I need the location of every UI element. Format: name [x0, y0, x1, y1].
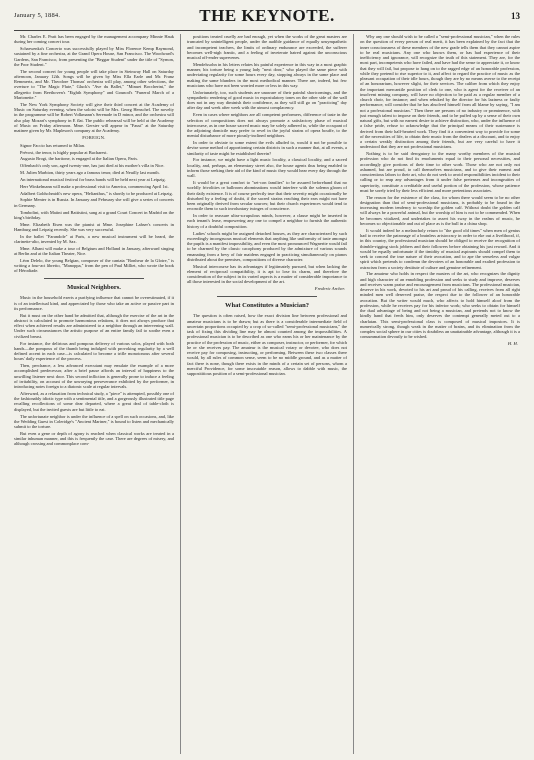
article-paragraph: For instance, we might have a light music locality, a classical locality, and a sacred locality, and, perhaps, an elementary street also, the house agents thus being enabled to inform those seeking their aid of the kind of music they would hear every day through the wall. — [187, 157, 347, 179]
news-paragraph: Mr. Charles E. Pratt has been engaged by the management accompany Minnie Hauk during her coming concert tour. — [14, 34, 174, 45]
article-paragraph: The amateur who holds in respect the masters of the art, who recognizes the dignity and high character of an ennobling profession and seeks to study and improve, deserves and receives warm praise and encouragement from musicians. The professional musician, deserve in his work, devoted to his art and proud of his calling, receives from all right minded men well deserved praise, the respect due to the follower of an honorable avocation. But the writer would much, who affects to hold himself aloof from the profession, while he receives pay for his inferior work; who seeks to obtain for himself the dual advantage of being and not being a musician, and pretends not to know the kindly hand that feeds him, only deserves the contempt generally meted out to a charlatan. This semi-professional class is composed of musical impostors. It is numerically strong, though weak in the matter of brains, and its elimination from the complex social sphere in our cities is doubtless an unattainable advantage, although it is a consummation devoutly to be wished. — [360, 271, 520, 340]
news-paragraph: The second concert for young people will take place in Steinway Hall on Saturday afternoon, January 12th. Songs will be given by Miss Ella Earle and Mr. Franz Remmertz, and Mr. Theodore Thomas' orchestra will play, among other selections, the overture to "The Magic Flute," Gluck's "Ave du Ballet," "Minuet Boccherini," the allegretto from Beethoven's "Eighth Symphony" and Gounod's "Funeral March of a Marionette." — [14, 68, 174, 100]
article-paragraph: In order to reassure ultra-scrupulous minds, however, a clause might be inserted in each tenant's lease, empowering any one to compel a neighbor to furnish the authentic history of a doubtful composition. — [187, 213, 347, 229]
column-divider — [180, 34, 181, 754]
article-paragraph: The unfortunate neighbor is under the influence of a spell on such occasions, and, like the Wedding Guest in Coleridge's "Ancient Mariner," is bound to listen and mechanically submit to the torture. — [14, 413, 174, 430]
section-rule — [44, 278, 144, 279]
column-divider — [353, 34, 354, 754]
article-paragraph: For instance, the delirious and pompous delivery of various solos, played with both hands—the pompous of the thumb being indulged with provoking regularity by a well defined accent in each case—is calculated to become a trifle monotonous after several hours' daily experience of the process. — [14, 340, 174, 362]
news-item: Prévost, the tenor, is highly popular at Bucharest. — [20, 149, 108, 155]
article-paragraph: positions treated cruelly are bad enough, yet when the works of the great masters are truncated by unintelligent people, under the audible guidance of equally unsympathetic and incompetent teachers, the limits of ordinary endurance are exceeded, the sufferer becomes well-nigh frantic, and a feeling of inveterate hatred against the unconscious musical off-ender supervenes. — [187, 34, 347, 60]
news-item: Sophie Menter is in Russia. In January and February she will give a series of concerts in Germany. — [14, 197, 174, 208]
article-paragraph: Even in cases where neighbors are all competent performers, difference of taste in the selection of compositions does not always promote a satisfactory phase of musical intercourse, as in one house sacred music may be solely adhered to, while the occupant of the adjoining domicile may prefer to revel in the joyful strains of opera bouffe, to the mental disturbance of more piously-inclined neighbors. — [187, 112, 347, 139]
article-paragraph: Music in the household exerts a purifying influence that cannot be overestimated, if it is of an intellectual kind, and appreciated by those who take an active or passive part in its performance. — [14, 295, 174, 311]
page-header — [14, 6, 520, 28]
article-paragraph: Afterward, as a relaxation from technical study, a "piece" is attempted, possibly one of the fashionably idiotic type with a sentimental title, and a gorgeously illustrated title page recalling recollections of some dear departed, where a great deal of table-cloth is displayed, but the invited guests are but little to eat. — [14, 390, 174, 412]
news-item: In the ballet "Farandole" at Paris, a new musical instrument will be heard, the clarinette-alto, invented by M. Sax. — [14, 233, 174, 244]
article-paragraph: Then, perchance, a less advanced executant may emulate the example of a more accomplished predecessor, after a brief pause affords an interval of happiness to the unwilling listener next door. This second infliction is generally prone to induce a feeling of irritability, on account of the unvarying perseverance exhibited by the performer, in introducing notes foreign to a diatonic scale at regular intervals. — [14, 363, 174, 390]
article-paragraph: Nothing is to be said derogatory to the many worthy members of the musical profession who do not find its emoluments equal to their personal necessities, and accordingly give portions of their time to other work. Those who are not only not ashamed, but are proud, to call themselves musicians, and to give their earnest and conscientious labors to their art, who do not seek to avoid responsibilities incident to their calling or to reap any advantages from it under false pretenses and incongruities of superiority, constitute a creditable and useful portion of the profession, whose patience must be sorely tried by their less efficient and more pretentious associates. — [360, 151, 520, 193]
section-heading-what-constitutes: What Constitutes a Musician? — [225, 301, 309, 309]
article-paragraph: Ladies' schools might be assigned detached houses, as they are characterized by such exceedingly incongruous musical elements that anything like uniformity of taste amongst the pupils is a manifest impossibility, and even the most pronounced Wagnerite would fail to be charmed by the classic cacophony produced by the admixture of various sounds emanating from a bevy of fair maidens engaged in practicing simultaneously on pianos distributed about the premises, compositions of diverse character. — [187, 230, 347, 262]
issue-date: January 5, 1884. — [14, 12, 61, 19]
news-item: Herr Winkelmann will make a professional visit to America, commencing April 1st. — [20, 183, 169, 189]
article-paragraph: Musical intercourse has its advantages if legitimately pursued, but when lacking the element of reciprocal compatibility, it is apt to lose its charm, and therefore the consideration of the subject in its varied aspects is a matter of considerable importance to all those interested in the social development of the art. — [187, 263, 347, 285]
news-item: Augusto Brogi, the baritone, is engaged at the Italian Opera, Paris. — [20, 156, 139, 162]
article-paragraph: The question is often raised, how the exact division line between professional and amateur musicians is to be drawn; but as there is a considerable intermediate field of uncertain proportions occupied by a crop of so-called "semi-professional musicians," the task of fixing this dividing line may be almost counted among the impossibilities. A professional musician is to be described as one who earns his or her maintenance by the practice of the profession of music, either as composer, instructor, or performer, for which he or she receives pay. The amateur is the musical votary or devotee, who does not receive pay for composing, instructing, or performing. Between these two classes there would, by all rules of common sense, seem to be no middle ground, and as a matter of fact there is none, though there exists in the minds of a certain set of persons, whom a merciful Providence, for some inscrutable reason, allows to dabble with music, the supposititious position of a semi-professional musician. — [187, 313, 347, 376]
news-item: Mme. Albani will make a tour of Belgium and Holland in January, afterward singing at Berlin and at the Italian Theater, Nice. — [14, 245, 174, 257]
header-rule — [14, 30, 520, 31]
article-paragraph: It would indeed be a melancholy return to "the good old times" when men of genius had to receive the patronage of a brainless aristocracy in order to eke out a livelihood, if, in this country, the professional musician should be obliged to receive the recognition of thimble-rigging stock jobbers and their followers before obtaining his just reward. And it would be equally unfortunate if the timidity of musical aspirants should compel them to seek to conceal the true nature of their avocation, and to ape the senseless and vulgar spirit which pretends to condemn the devotees of an honorable and exalted profession to ostracism from a society destitute of culture and genuine refinement. — [360, 227, 520, 270]
section-rule — [217, 296, 317, 297]
masthead-title: THE KEYNOTE. — [199, 6, 335, 25]
news-paragraph: The New York Symphony Society will give their third concert at the Academy of Music on Saturday evening, when the soloist will be Mrs. Georg Henschel. The novelty in the programme will be Robert Volkmann's Serenade in D minor, and the orchestra will also play Mozart's symphony in E flat. The public rehearsal will be held at the Academy of Music on Friday afternoon. Mme. Gerster will appear in "Faust" at the Saturday matinee given by Mr. Mapleson's company at the Academy. — [14, 101, 174, 134]
article-paragraph: Unfortunately, too, such students are unaware of their painful shortcomings, and the sympathetic rendering of good music in expostulatory tones on the other side of the wall does not in any way diminish their confidence, as they will still go on "practicing" day after day and week after week with the utmost complacency. — [187, 89, 347, 111]
author-signature: H. H. — [507, 341, 518, 347]
news-item: M. Julien Marbion, thirty years ago a famous tenor, died at Neuilly last month. — [20, 170, 160, 176]
article-paragraph: But even a gene or depth of agony is reached when classical works are treated in a similar inhuman manner, and this is frequently the case. There are degrees of misery, and although crossing and commonplace com- — [14, 430, 174, 447]
news-item: Adalbert Goldschmidt's new opera, "Helianthus," is shortly to be produced at Leipzig. — [20, 190, 173, 196]
article-paragraph: Why any one should wish to be called a "semi-professional musician," when the rules on the question of every person of real merit, it has been explained by the fact that the inner consciousness of these members of the new grade tells them that they cannot aspire to be real musicians. Any one who knows them, or has had experience of their inefficiency and ignorance, will recognize the truth of this statement. They are, for the most part, incompetents who have failed, and have had the sense to appreciate it, or know that they will fail, but propose to hang on to the ragged edge of an honorable profession, while they pretend to rise superior to it, and affect to regard the practice of music as the pleasant occupation of their idle hours, though they are by no means averse to the receipt of an honorarium, however slight, for their services. The caliber from which they enjoy the important mercantile position of clerk to one, who is agent for the receiver of an insolvent mining company, will have no objection to be paid as a regular member of a church choir, for instance; and when rebuked by the director for his laziness or faulty performance, will consider that he has absolved himself from all blame by saying, "I am not a professional musician." Then there are persons of no industry or prominence, with just enough talent to impose on their friends, and to be puffed up by a sense of their own natural gifts, but with no earnest desire to achieve distinction, who, under the influence of a false pride, refuse to acknowledge that the principal means of their sustenance is derived from their half-hearted work. They find it a convenient way to provide for some of the necessities of life, to obtain their music from the dealers at a discount, and to enjoy a certain weakly distinction among their friends, but are very careful to have it understood that they are not professional musicians. — [360, 34, 520, 150]
author-signature: Frederic Archer. — [314, 286, 345, 292]
article-paragraph: Mendelssohn in his letters relates his painful experience in this way in a most graphic manner, his torture being a young lady "next door," who played the same piece with undeviating regularity for some hours every day, stopping always in the same place and making the same blunders in the most methodical manner. There are, indeed, but few musicians who have not been worried more or less in this way. — [187, 61, 347, 88]
column-right — [360, 34, 520, 756]
news-item: An international musical festival for brass bands will be held next year at Leipzig. — [20, 176, 166, 182]
news-item: Offenbach's only son, aged twenty-one, has just died at his mother's villa in Nice. — [20, 163, 165, 169]
news-item: Signor Faccio has returned to Milan. — [20, 142, 86, 148]
page-number: 13 — [511, 11, 520, 21]
news-item: Tombolini, with Maiini and Battistini, sang at a grand Court Concert in Madrid on the king's birthday. — [14, 209, 174, 220]
article-paragraph: In order to obviate to some extent the evils alluded to, would it not be possible to devise some method of apportioning certain districts in such a manner that, at all events, a similarity of taste might be established therein? — [187, 140, 347, 156]
foreign-heading: FOREIGN. — [82, 135, 106, 141]
news-item: Mme. Elizabeth Eisen was the pianist at Mme. Josephine Lahser's concerts in Hamburg and Leipzig recently. She was very successful. — [14, 221, 174, 232]
article-paragraph: But it must on the other hand be admitted that, although the exercise of the art in the abstract is calculated to promote harmonious relations, it does not always produce that effect when achieved results are administered to a neighbor through an intervening wall. Under such circumstances the artistic purpose of an entire family fail to soothe even a civilized breast. — [14, 312, 174, 339]
column-middle — [187, 34, 347, 756]
news-item: Léon Delelo, the young Belgian, composer of the cantata "Bonheur de la Gloire," is writing a four-act libretto, "Manoppa," from the pen of Paul Milliet, who wrote the book of Hérodiade. — [14, 257, 174, 274]
article-paragraph: The reason for the existence of the class, for whom there would seem to be no other designation than that of semi-professional musicians, is probably to be found in the increasing modern tendency to worship the golden calf. Without doubt the golden calf will always be a powerful animal, but the worship of him is not to be commended. When he becomes vitalized, and undertakes to assert his sway in the realms of music, he becomes so objectionable and out of place as is the bull in a china shop. — [360, 194, 520, 226]
article-paragraph: It would be a great comfort to "set-con families" to be assured beforehand that no worldly frivolities or ballroom abominations would interfere with the solemn gloom of their daily existence. It is of course perfectly true that their severity might occasionally be disturbed by a feeling of doubt, if the sacred strains reaching their ears might not have been originally derived from secular sources; but their church experiences would tend to reconcile them to such involuntary twinges of conscience. — [187, 180, 347, 212]
news-paragraph: Scharwenka's Concerto was successfully played by Miss Florence Kemp Raymond, sustained by a fine orchestra, at the Grand Opera House, San Francisco. The Woodward's Gardens, San Francisco, from presenting the "Beggar Student" under the title of "Symon, the Poor Student." — [14, 46, 174, 67]
column-left — [14, 34, 174, 756]
section-heading-musical-neighbors: Musical Neighbors. — [67, 283, 121, 291]
